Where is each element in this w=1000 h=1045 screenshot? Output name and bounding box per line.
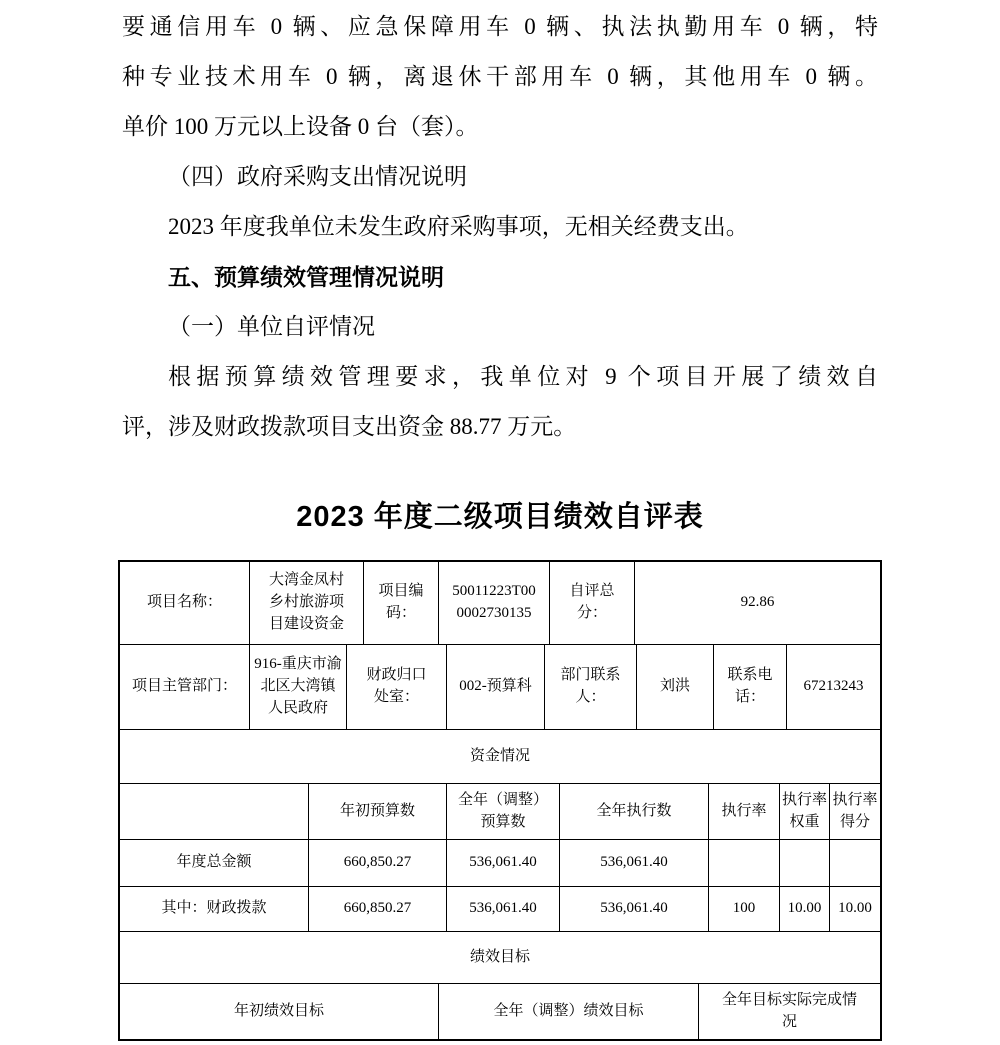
cell-project-name-label: 项目名称：	[120, 562, 250, 644]
paragraph-line: 评，涉及财政拨款项目支出资金 88.77 万元。	[122, 414, 577, 439]
cell-fiscal-alloc-executed: 536,061.40	[560, 887, 709, 931]
table-row-annual-total	[120, 840, 880, 887]
table-row-performance-section	[120, 932, 880, 984]
section-heading-performance: 五、预算绩效管理情况说明	[168, 264, 444, 290]
cell-self-eval-score-value: 92.86	[740, 594, 775, 611]
cell-annual-total-exec-rate	[709, 840, 780, 886]
cell-project-code-value: 50011223T000002730135	[439, 562, 550, 644]
cell-fiscal-alloc-initial-budget: 660,850.27	[309, 887, 447, 931]
cell-annual-total-adjusted-budget: 536,061.40	[447, 840, 560, 886]
cell-adjusted-goal-header: 全年（调整）绩效目标	[439, 984, 699, 1039]
paragraph-line: 要通信用车 0 辆、应急保障用车 0 辆、执法执勤用车 0 辆，特	[122, 14, 878, 39]
paragraph-line: 单价 100 万元以上设备 0 台（套）。	[122, 114, 479, 139]
cell-funds-header-initial-budget: 年初预算数	[309, 784, 447, 839]
cell-fiscal-alloc-label: 其中：财政拨款	[120, 887, 309, 931]
cell-phone-value: 67213243	[803, 678, 864, 695]
cell-funds-header-executed: 全年执行数	[560, 784, 709, 839]
cell-initial-goal-header: 年初绩效目标	[120, 984, 439, 1039]
cell-annual-total-exec-rate-weight	[780, 840, 830, 886]
paragraph-line: 种专业技术用车 0 辆，离退休干部用车 0 辆，其他用车 0 辆。	[122, 64, 878, 89]
cell-goal-completion-header: 全年目标实际完成情况	[721, 991, 857, 1030]
cell-funds-header-adjusted-budget: 全年（调整）预算数	[447, 784, 560, 839]
cell-annual-total-exec-rate-score	[830, 840, 880, 886]
paragraph-line: 根据预算绩效管理要求，我单位对 9 个项目开展了绩效自	[168, 364, 878, 389]
cell-annual-total-initial-budget: 660,850.27	[309, 840, 447, 886]
paragraph-procurement: 2023 年度我单位未发生政府采购事项，无相关经费支出。	[168, 214, 749, 239]
cell-fiscal-alloc-exec-rate-score: 10.00	[838, 900, 872, 917]
table-row-department-info	[120, 645, 880, 730]
cell-dept-value: 916-重庆市渝北区大湾镇人民政府	[250, 645, 347, 729]
cell-finance-office-value: 002-预算科	[447, 645, 545, 729]
table-title: 2023 年度二级项目绩效自评表	[296, 501, 704, 533]
cell-fiscal-alloc-exec-rate: 100	[709, 887, 780, 931]
cell-contact-label: 部门联系人：	[545, 645, 637, 729]
cell-finance-office-label: 财政归口处室：	[347, 645, 447, 729]
cell-funds-header-exec-rate-weight: 执行率权重	[780, 784, 830, 839]
table-row-project-info	[120, 562, 880, 645]
cell-fiscal-alloc-exec-rate-weight: 10.00	[780, 887, 830, 931]
body-text	[122, 2, 878, 452]
cell-annual-total-label: 年度总金额	[120, 840, 309, 886]
cell-project-code-label: 项目编码：	[364, 562, 439, 644]
section-heading-self-eval: （一）单位自评情况	[168, 314, 375, 339]
cell-funds-header-exec-rate: 执行率	[709, 784, 780, 839]
cell-fiscal-alloc-adjusted-budget: 536,061.40	[447, 887, 560, 931]
table-row-performance-header	[120, 984, 880, 1039]
cell-dept-label: 项目主管部门：	[120, 645, 250, 729]
cell-funds-header-exec-rate-score: 执行率得分	[832, 791, 878, 830]
table-row-fiscal-alloc	[120, 887, 880, 932]
cell-phone-label: 联系电话：	[714, 645, 787, 729]
cell-contact-value: 刘洪	[637, 645, 714, 729]
table-row-funds-section	[120, 730, 880, 784]
cell-self-eval-score-label: 自评总分：	[550, 562, 635, 644]
cell-annual-total-executed: 536,061.40	[560, 840, 709, 886]
section-heading-procurement: （四）政府采购支出情况说明	[168, 164, 467, 189]
self-eval-table	[118, 560, 882, 1041]
cell-funds-header-blank	[120, 784, 309, 839]
cell-funds-section-title: 资金情况	[469, 747, 530, 764]
cell-performance-section-title: 绩效目标	[469, 948, 530, 965]
table-row-funds-header	[120, 784, 880, 840]
cell-project-name-value: 大湾金凤村乡村旅游项目建设资金	[250, 562, 364, 644]
